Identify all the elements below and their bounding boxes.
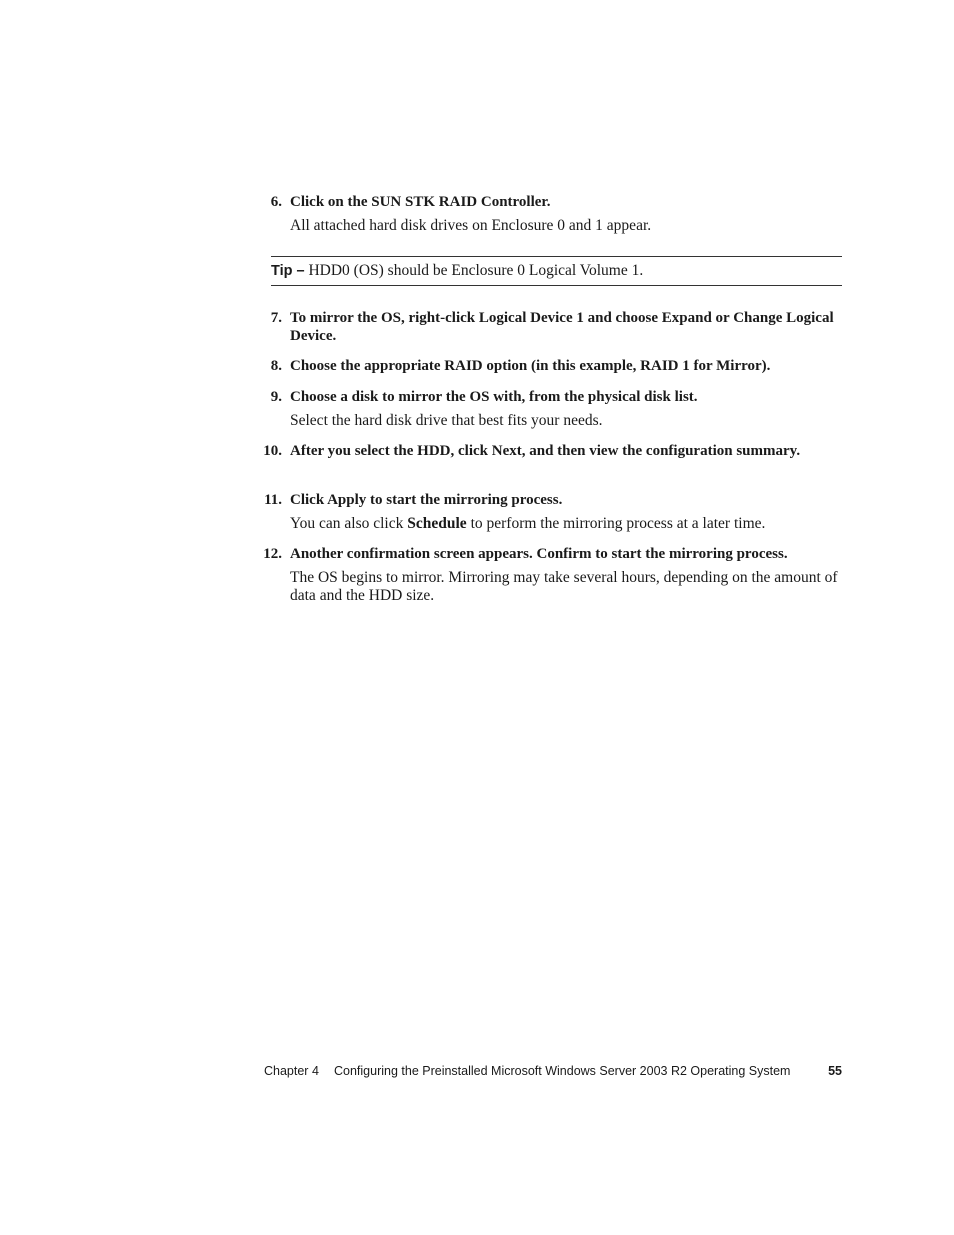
step-number: 12. — [263, 546, 282, 562]
step-body — [290, 515, 842, 533]
step-heading: To mirror the OS, right-click Logical Device 1 and choose Expand or Change Logical Device. — [290, 310, 834, 344]
step-number: 11. — [264, 492, 282, 508]
tip-box — [271, 256, 842, 286]
step-heading: Choose the appropriate RAID option (in this example, RAID 1 for Mirror). — [290, 358, 771, 374]
step-number: 6. — [270, 194, 282, 210]
tip-label: Tip – — [271, 263, 305, 279]
step-body: Select the hard disk drive that best fits your needs. — [290, 412, 603, 429]
step-6 — [262, 193, 842, 235]
step-number: 10. — [263, 443, 282, 459]
step-heading: Click Apply to start the mirroring process. — [290, 492, 563, 508]
schedule-term: Schedule — [407, 515, 467, 532]
step-7 — [262, 309, 842, 345]
step-heading: After you select the HDD, click Next, and then view the configuration summary. — [290, 443, 801, 459]
step-number: 9. — [270, 389, 282, 405]
body-text: You can also click — [290, 515, 408, 532]
step-heading: Another confirmation screen appears. Confirm to start the mirroring process. — [290, 546, 788, 562]
step-11 — [262, 491, 842, 533]
step-body: The OS begins to mirror. Mirroring may take several hours, depending on the amount of data and the HDD size. — [290, 569, 838, 604]
page-number: 55 — [828, 1064, 842, 1078]
step-number: 7. — [270, 310, 282, 326]
step-10 — [262, 442, 842, 460]
step-8 — [262, 357, 842, 375]
body-text: to perform the mirroring process at a later time. — [466, 515, 766, 532]
step-12 — [262, 545, 842, 605]
tip-text: HDD0 (OS) should be Enclosure 0 Logical Volume 1. — [304, 262, 644, 279]
step-9 — [262, 388, 842, 430]
footer-title: Configuring the Preinstalled Microsoft Windows Server 2003 R2 Operating System — [334, 1064, 791, 1078]
step-body: All attached hard disk drives on Enclosure 0 and 1 appear. — [290, 217, 652, 234]
step-number: 8. — [270, 358, 282, 374]
step-heading: Choose a disk to mirror the OS with, from the physical disk list. — [290, 389, 698, 405]
footer-chapter: Chapter 4 — [264, 1064, 319, 1078]
step-heading: Click on the SUN STK RAID Controller. — [290, 194, 551, 210]
